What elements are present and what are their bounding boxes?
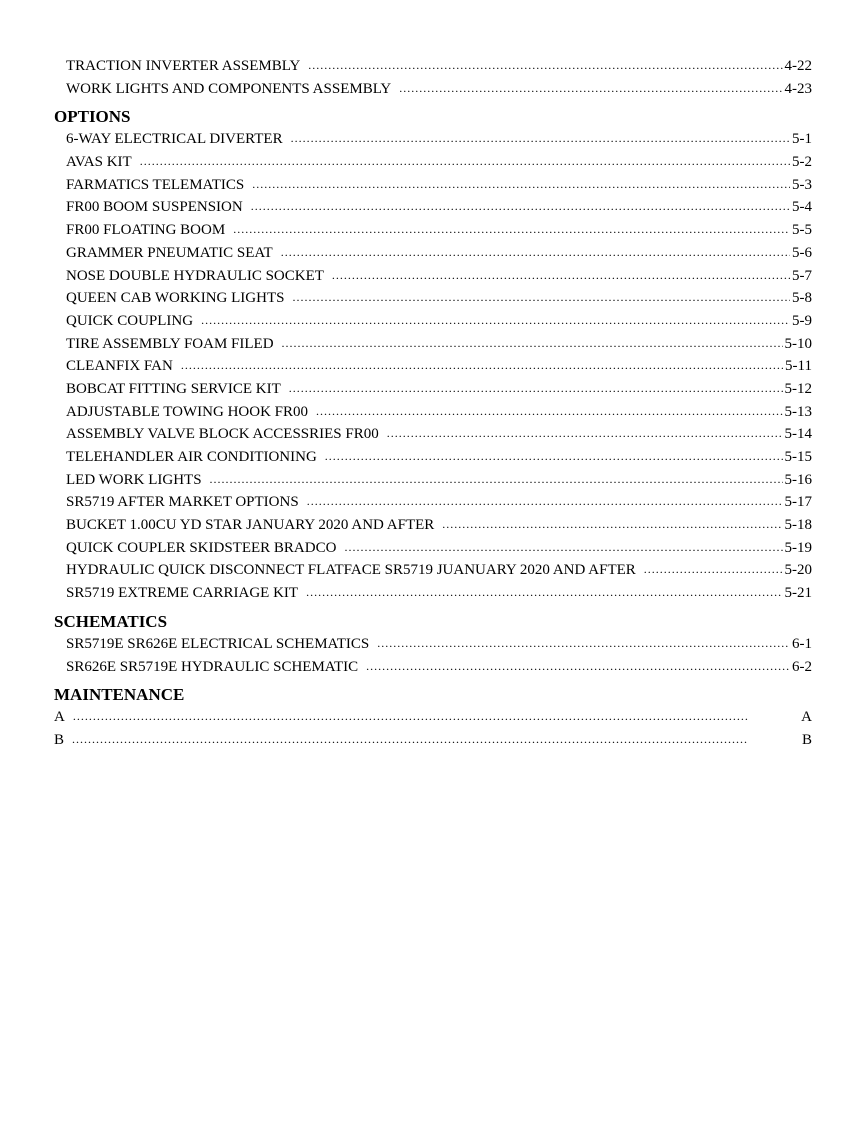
toc-entry[interactable] — [54, 537, 812, 560]
toc-entry-title: SR5719E SR626E ELECTRICAL SCHEMATICS — [66, 635, 370, 652]
toc-entry[interactable] — [54, 446, 812, 469]
toc-entry-title: WORK LIGHTS AND COMPONENTS ASSEMBLY — [66, 80, 392, 97]
toc-entry-title: AVAS KIT — [66, 154, 132, 171]
toc-entry-title: CLEANFIX FAN — [66, 358, 173, 375]
toc-list-options — [54, 128, 812, 604]
toc-entry[interactable] — [54, 378, 812, 401]
dot-leader — [344, 536, 782, 559]
toc-entry-title: TELEHANDLER AIR CONDITIONING — [66, 449, 317, 465]
dot-leader — [251, 195, 790, 218]
toc-entry[interactable] — [54, 355, 812, 378]
dot-leader — [72, 728, 800, 751]
toc-entry-page: 5-16 — [784, 471, 812, 488]
dot-leader — [387, 422, 783, 445]
toc-entry-title: 6-WAY ELECTRICAL DIVERTER — [66, 131, 283, 148]
toc-entry-page: B — [801, 731, 812, 748]
toc-entry[interactable] — [54, 78, 812, 101]
dot-leader — [181, 354, 783, 377]
toc-entry-title: SR5719 AFTER MARKET OPTIONS — [66, 494, 299, 511]
toc-entry[interactable] — [54, 633, 812, 656]
toc-entry[interactable] — [54, 219, 812, 242]
toc-entry[interactable] — [54, 333, 812, 356]
dot-leader — [377, 632, 790, 655]
toc-entry-page: 5-3 — [792, 176, 812, 193]
toc-entry-title: HYDRAULIC QUICK DISCONNECT FLATFACE SR5719 JUANUARY 2020 AND AFTER — [66, 562, 636, 579]
toc-entry[interactable] — [54, 151, 812, 174]
dot-leader — [644, 558, 783, 581]
dot-leader — [73, 705, 799, 728]
toc-entry[interactable] — [54, 491, 812, 514]
dot-leader — [306, 581, 782, 604]
dot-leader — [282, 332, 783, 355]
toc-entry[interactable] — [54, 729, 812, 752]
toc-entry[interactable] — [54, 242, 812, 265]
toc-entry-title: TRACTION INVERTER ASSEMBLY — [66, 58, 301, 74]
toc-group-top — [54, 55, 812, 100]
dot-leader — [210, 468, 783, 491]
toc-entry[interactable] — [54, 287, 812, 310]
toc-entry-page: 5-10 — [784, 335, 812, 352]
toc-entry-title: A — [54, 709, 65, 726]
dot-leader — [366, 655, 790, 678]
toc-entry-title: SR5719 EXTREME CARRIAGE KIT — [66, 585, 299, 602]
toc-entry-page: 5-6 — [792, 244, 812, 261]
toc-entry-page: 4-23 — [784, 80, 812, 97]
section-heading: MAINTENANCE — [54, 685, 185, 705]
toc-list-maintenance — [54, 706, 812, 751]
dot-leader — [399, 77, 782, 100]
toc-section-maintenance — [54, 684, 812, 751]
dot-leader — [332, 264, 790, 287]
toc-entry[interactable] — [54, 174, 812, 197]
toc-entry-title: B — [54, 731, 65, 748]
toc-entry-title: GRAMMER PNEUMATIC SEAT — [66, 244, 273, 261]
toc-entry-title: FR00 BOOM SUSPENSION — [66, 199, 243, 216]
dot-leader — [201, 309, 790, 332]
toc-entry[interactable] — [54, 265, 812, 288]
toc-entry-page: 5-12 — [784, 380, 812, 397]
toc-entry-page: 5-9 — [792, 312, 812, 329]
toc-entry[interactable] — [54, 514, 812, 537]
toc-entry-page: 5-19 — [784, 539, 812, 556]
toc-entry[interactable] — [54, 55, 812, 78]
toc-entry-page: 5-1 — [792, 131, 812, 148]
section-heading: OPTIONS — [54, 107, 131, 127]
toc-entry-title: QUEEN CAB WORKING LIGHTS — [66, 290, 285, 307]
dot-leader — [289, 377, 783, 400]
toc-entry[interactable] — [54, 582, 812, 605]
section-heading: SCHEMATICS — [54, 611, 168, 631]
dot-leader — [281, 241, 790, 264]
toc-entry-page: 6-2 — [792, 658, 812, 675]
toc-section-schematics — [54, 611, 812, 678]
toc-entry-page: 4-22 — [784, 58, 812, 74]
toc-entry-page: 5-18 — [784, 517, 812, 534]
dot-leader — [307, 490, 783, 513]
dot-leader — [252, 173, 790, 196]
toc-entry-page: 5-11 — [785, 358, 812, 375]
toc-entry-title: QUICK COUPLER SKIDSTEER BRADCO — [66, 539, 337, 556]
toc-entry[interactable] — [54, 469, 812, 492]
toc-entry[interactable] — [54, 128, 812, 151]
toc-entry-title: FR00 FLOATING BOOM — [66, 222, 226, 239]
toc-entry[interactable] — [54, 423, 812, 446]
toc-section-options — [54, 106, 812, 604]
toc-entry-page: 5-5 — [792, 222, 812, 239]
toc-entry-title: TIRE ASSEMBLY FOAM FILED — [66, 335, 274, 352]
dot-leader — [140, 150, 790, 173]
toc-entry-page: 5-17 — [784, 494, 812, 511]
toc-entry-page: 5-8 — [792, 290, 812, 307]
toc-entry[interactable] — [54, 656, 812, 679]
dot-leader — [308, 54, 782, 77]
toc-entry-title: SR626E SR5719E HYDRAULIC SCHEMATIC — [66, 658, 359, 675]
toc-entry-page: 5-4 — [792, 199, 812, 216]
dot-leader — [292, 286, 790, 309]
toc-entry-page: 5-2 — [792, 154, 812, 171]
toc-entry-page: 5-7 — [792, 267, 812, 284]
dot-leader — [316, 400, 783, 423]
dot-leader — [442, 513, 782, 536]
toc-entry-title: FARMATICS TELEMATICS — [66, 176, 245, 193]
toc-entry-page: 5-14 — [784, 426, 812, 443]
toc-entry[interactable] — [54, 706, 812, 729]
toc-entry[interactable] — [54, 559, 812, 582]
toc-entry-title: LED WORK LIGHTS — [66, 471, 202, 488]
toc-entry[interactable] — [54, 401, 812, 424]
toc-entry-title: NOSE DOUBLE HYDRAULIC SOCKET — [66, 267, 324, 284]
toc-entry-title: BUCKET 1.00CU YD STAR JANUARY 2020 AND AFTER — [66, 517, 435, 534]
dot-leader — [291, 127, 790, 150]
toc-entry-title: ADJUSTABLE TOWING HOOK FR00 — [66, 403, 308, 420]
toc-entry[interactable] — [54, 310, 812, 333]
toc-entry-page: 5-21 — [784, 585, 812, 602]
toc-entry-title: BOBCAT FITTING SERVICE KIT — [66, 380, 281, 397]
toc-entry-title: ASSEMBLY VALVE BLOCK ACCESSRIES FR00 — [66, 426, 379, 443]
toc-entry-page: 6-1 — [792, 635, 812, 652]
toc-entry-page: A — [801, 709, 812, 726]
toc-entry-page: 5-15 — [784, 449, 812, 465]
toc-entry[interactable] — [54, 196, 812, 219]
dot-leader — [233, 218, 790, 241]
toc-list-schematics — [54, 633, 812, 678]
toc-entry-page: 5-13 — [784, 403, 812, 420]
toc-entry-title: QUICK COUPLING — [66, 312, 194, 329]
toc-entry-page: 5-20 — [784, 562, 812, 579]
table-of-contents — [54, 55, 812, 752]
dot-leader — [325, 445, 783, 468]
